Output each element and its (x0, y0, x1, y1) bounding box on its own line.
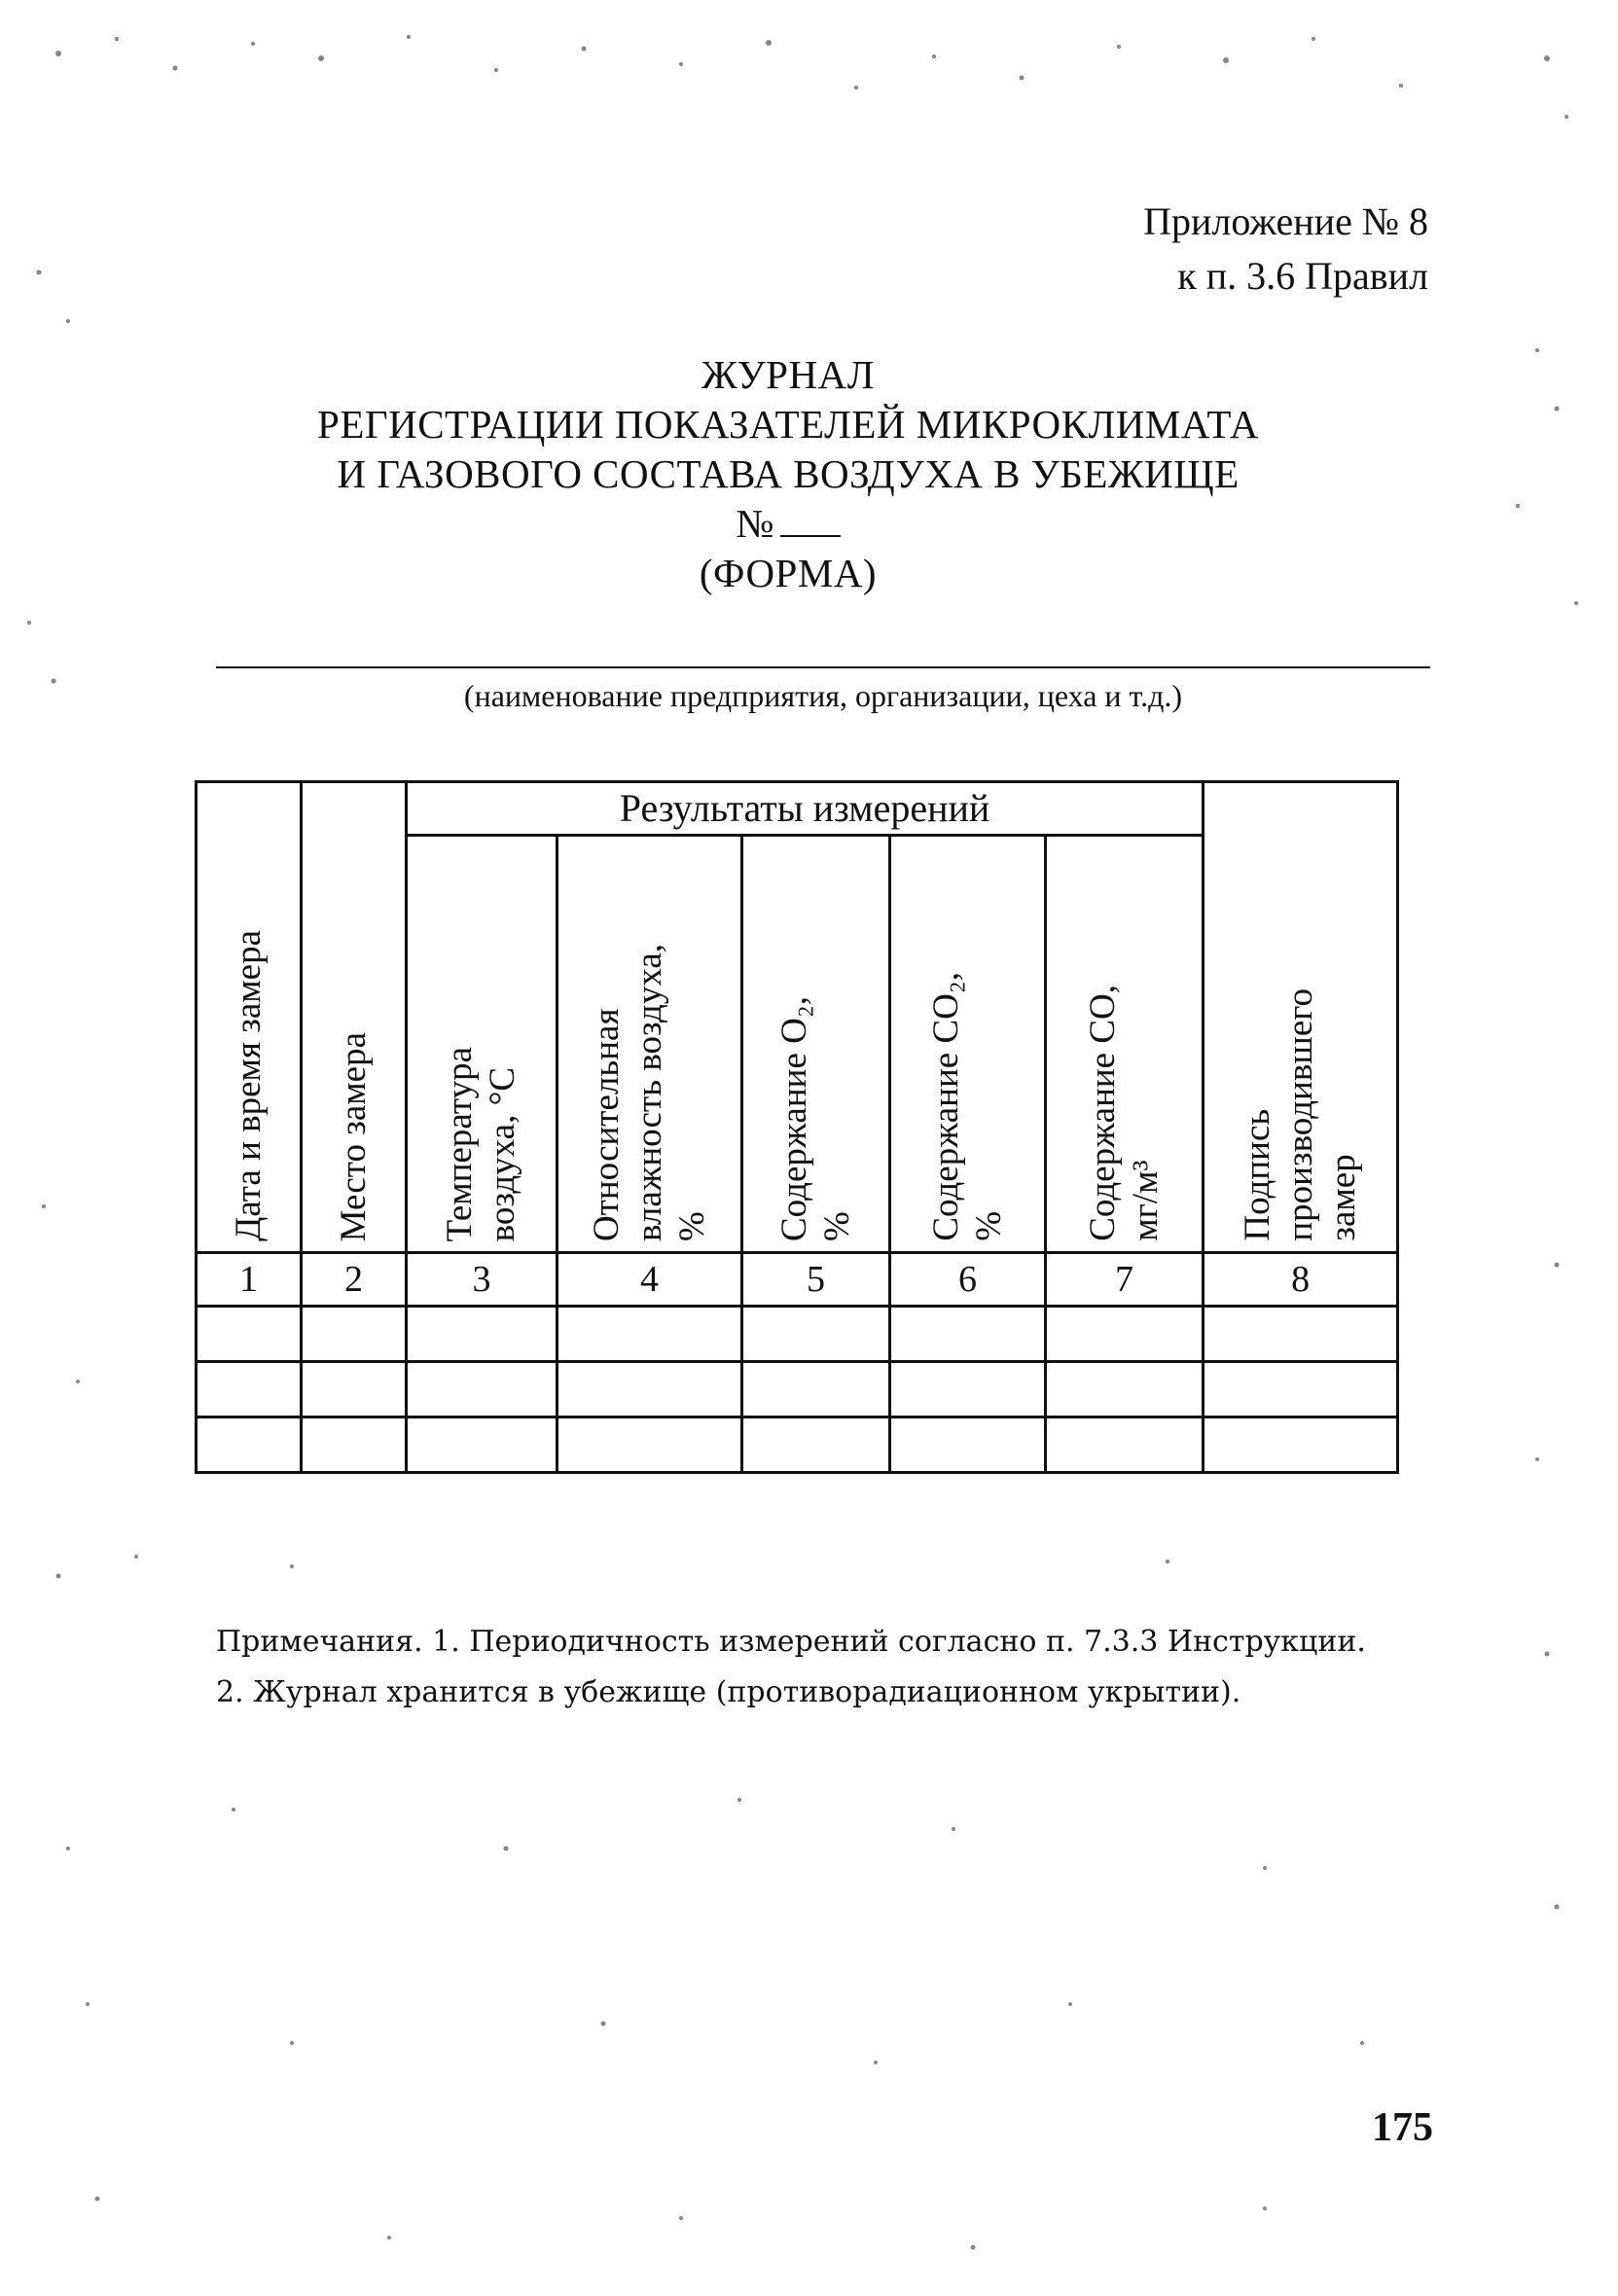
column-number: 6 (890, 1253, 1046, 1307)
empty-cell[interactable] (557, 1362, 742, 1417)
header-carbon-dioxide: Содержание СО₂, % (890, 836, 1046, 1253)
column-number: 7 (1046, 1253, 1204, 1307)
empty-cell[interactable] (407, 1307, 557, 1362)
empty-cell[interactable] (1046, 1307, 1204, 1362)
header-temperature: Температура воздуха, °С (407, 836, 557, 1253)
header-signature: Подпись производившего замер (1204, 782, 1398, 1253)
empty-cell[interactable] (1046, 1362, 1204, 1417)
column-number: 3 (407, 1253, 557, 1307)
number-label: № (736, 501, 774, 546)
header-measurement-results: Результаты измерений (407, 782, 1204, 836)
page-number: 175 (1372, 2105, 1433, 2150)
organization-blank-line[interactable] (216, 666, 1430, 668)
column-numbers-row (197, 1253, 1398, 1307)
empty-cell[interactable] (742, 1417, 890, 1473)
table-row (197, 1362, 1398, 1417)
number-blank[interactable] (780, 504, 841, 537)
table-row (197, 1307, 1398, 1362)
header-location: Место замера (302, 782, 407, 1253)
header-oxygen: Содержание О₂, % (742, 836, 890, 1253)
notes (216, 1617, 1366, 1718)
appendix-number: Приложение № 8 (1143, 199, 1428, 243)
column-number: 1 (197, 1253, 302, 1307)
empty-cell[interactable] (1046, 1417, 1204, 1473)
empty-cell[interactable] (890, 1307, 1046, 1362)
empty-cell[interactable] (557, 1307, 742, 1362)
column-number: 4 (557, 1253, 742, 1307)
title-number-line (214, 499, 1362, 549)
header-humidity: Относительная влажность воздуха, % (557, 836, 742, 1253)
column-number: 2 (302, 1253, 407, 1307)
empty-cell[interactable] (1204, 1417, 1398, 1473)
empty-cell[interactable] (302, 1362, 407, 1417)
empty-cell[interactable] (197, 1307, 302, 1362)
appendix-clause: к п. 3.6 Правил (1177, 254, 1428, 298)
empty-cell[interactable] (197, 1362, 302, 1417)
note-line-1: Примечания. 1. Периодичность измерений согласно п. 7.3.3 Инструкции. (216, 1625, 1366, 1659)
column-number: 5 (742, 1253, 890, 1307)
column-number: 8 (1204, 1253, 1398, 1307)
empty-cell[interactable] (302, 1417, 407, 1473)
empty-cell[interactable] (302, 1307, 407, 1362)
note-line-2: 2. Журнал хранится в убежище (противорадиационном укрытии). (216, 1675, 1241, 1709)
title-line-1: ЖУРНАЛ (701, 352, 875, 397)
empty-cell[interactable] (890, 1417, 1046, 1473)
header-date-time: Дата и время замера (197, 782, 302, 1253)
empty-cell[interactable] (742, 1307, 890, 1362)
organization-caption: (наименование предприятия, организации, цеха и т.д.) (463, 678, 1183, 713)
table-row (197, 1417, 1398, 1473)
empty-cell[interactable] (407, 1417, 557, 1473)
empty-cell[interactable] (890, 1362, 1046, 1417)
appendix-reference (1143, 195, 1428, 304)
title-line-3: И ГАЗОВОГО СОСТАВА ВОЗДУХА В УБЕЖИЩЕ (337, 451, 1240, 496)
empty-cell[interactable] (557, 1417, 742, 1473)
empty-cell[interactable] (742, 1362, 890, 1417)
journal-title (214, 350, 1362, 598)
header-carbon-monoxide: Содержание СО, мг/м³ (1046, 836, 1204, 1253)
empty-cell[interactable] (407, 1362, 557, 1417)
empty-cell[interactable] (1204, 1307, 1398, 1362)
empty-cell[interactable] (197, 1417, 302, 1473)
title-line-2: РЕГИСТРАЦИИ ПОКАЗАТЕЛЕЙ МИКРОКЛИМАТА (317, 402, 1259, 447)
form-label: (ФОРМА) (699, 551, 878, 595)
empty-cell[interactable] (1204, 1362, 1398, 1417)
measurements-table (195, 780, 1399, 1474)
